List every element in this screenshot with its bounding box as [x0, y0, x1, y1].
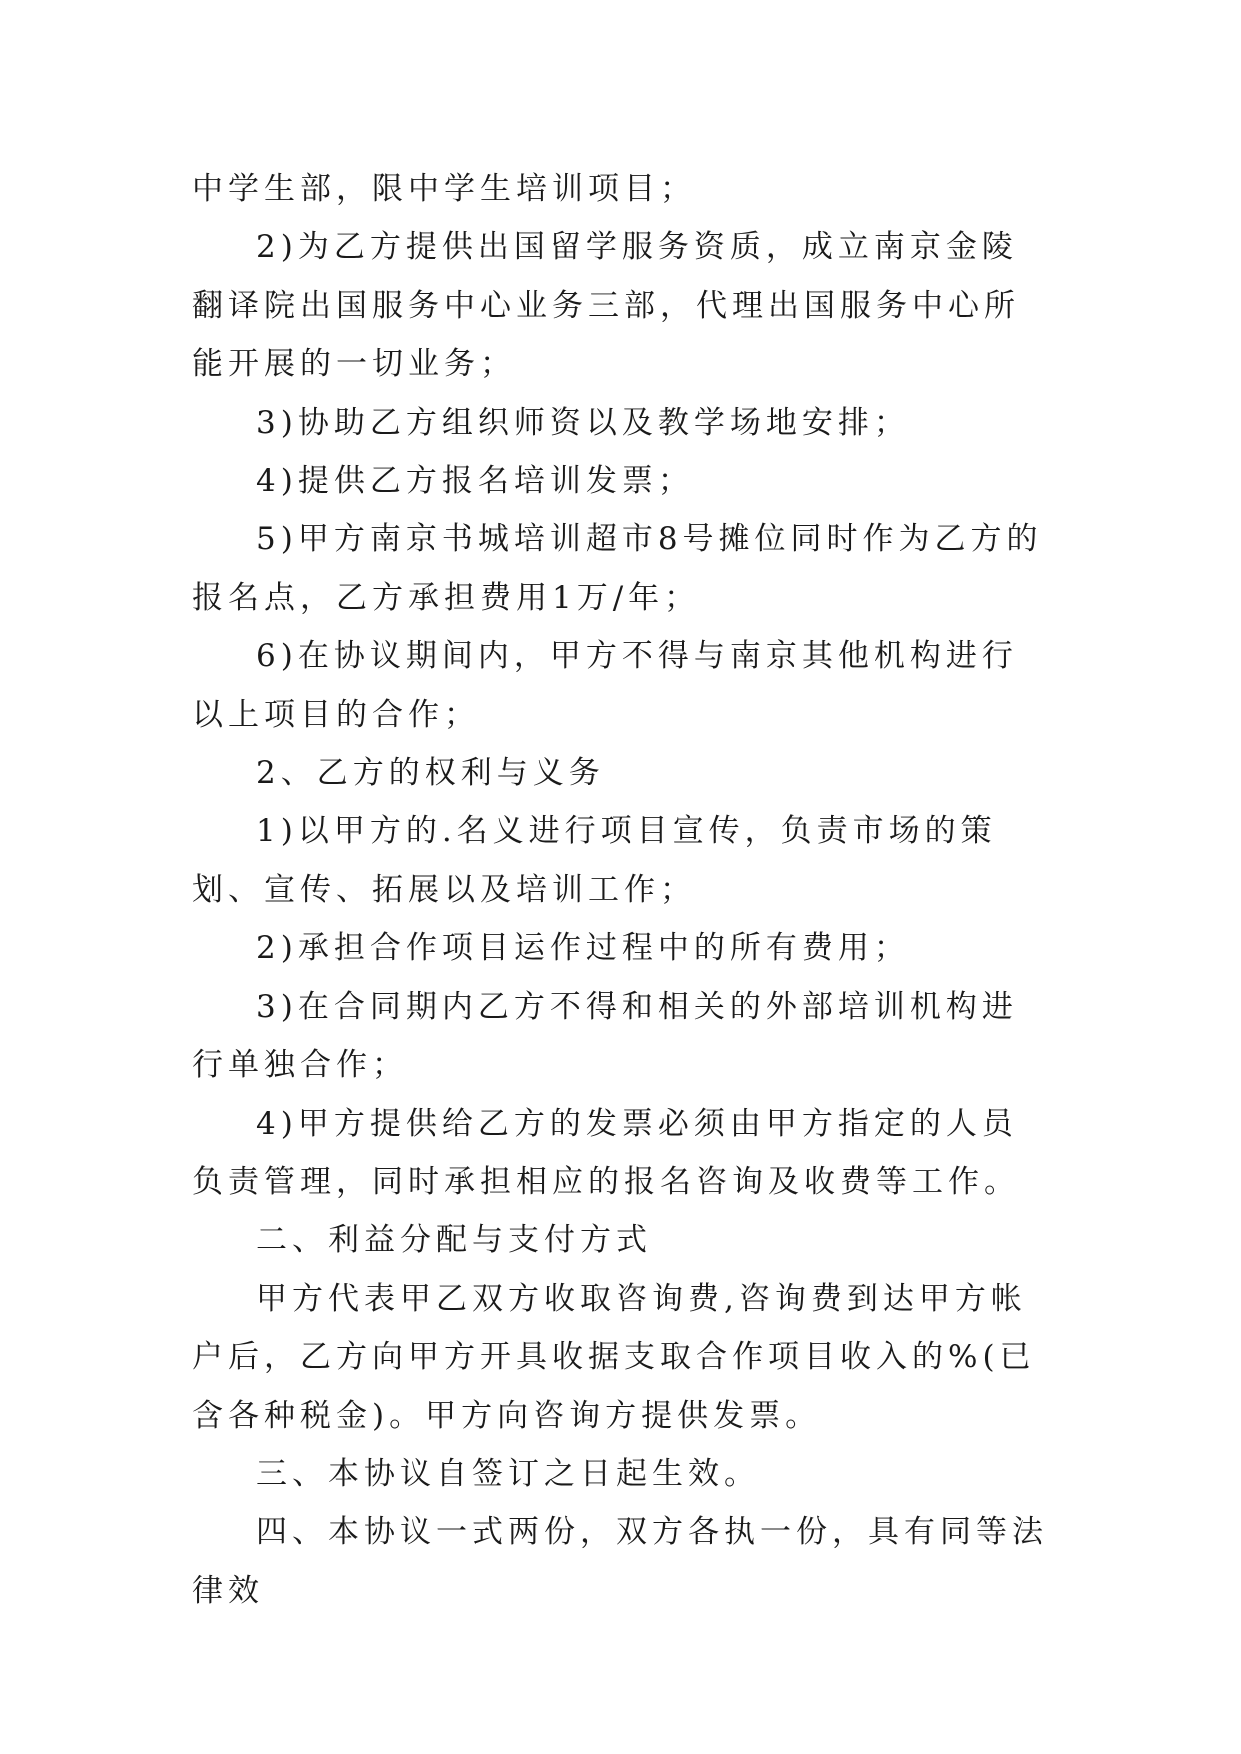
section-four-copies: 四、本协议一式两份，双方各执一份，具有同等法律效 [192, 1514, 1048, 1609]
paragraph-item-6-exclusivity: 6)在协议期间内，甲方不得与南京其他机构进行以上项目的合作； [192, 638, 1018, 733]
document-body [192, 160, 1052, 1620]
paragraph-b-item-3-no-outside: 3)在合同期内乙方不得和相关的外部培训机构进行单独合作； [192, 988, 1018, 1084]
paragraph-b-item-4-invoice-management: 4)甲方提供给乙方的发票必须由甲方指定的人员负责管理，同时承担相应的报名咨询及收费等工作。 [192, 1105, 1020, 1200]
section-three-effective-date: 三、本协议自签订之日起生效。 [256, 1455, 760, 1492]
paragraph-item-5-booth: 5)甲方南京书城培训超市8号摊位同时作为乙方的报名点，乙方承担费用1万/年； [192, 521, 1043, 616]
paragraph-item-3-teachers: 3)协助乙方组织师资以及教学场地安排； [256, 404, 910, 441]
paragraph-item-4-invoice: 4)提供乙方报名培训发票； [256, 463, 694, 500]
paragraph-b-item-1-promotion: 1)以甲方的.名义进行项目宣传，负责市场的策划、宣传、拓展以及培训工作； [192, 813, 997, 908]
section-heading-party-b-rights: 2、乙方的权利与义务 [256, 755, 605, 792]
section-heading-profit-distribution: 二、利益分配与支付方式 [256, 1222, 652, 1259]
paragraph-b-item-2-costs: 2)承担合作项目运作过程中的所有费用； [256, 930, 910, 967]
paragraph-continuation: 中学生部，限中学生培训项目； [192, 171, 696, 207]
paragraph-profit-details: 甲方代表甲乙双方收取咨询费,咨询费到达甲方帐户后，乙方向甲方开具收据支取合作项目收入的%(已含各种税金)。甲方向咨询方提供发票。 [192, 1280, 1036, 1434]
paragraph-item-2-qualification: 2)为乙方提供出国留学服务资质，成立南京金陵翻译院出国服务中心业务三部，代理出国服务中心所能开展的一切业务； [192, 229, 1020, 383]
